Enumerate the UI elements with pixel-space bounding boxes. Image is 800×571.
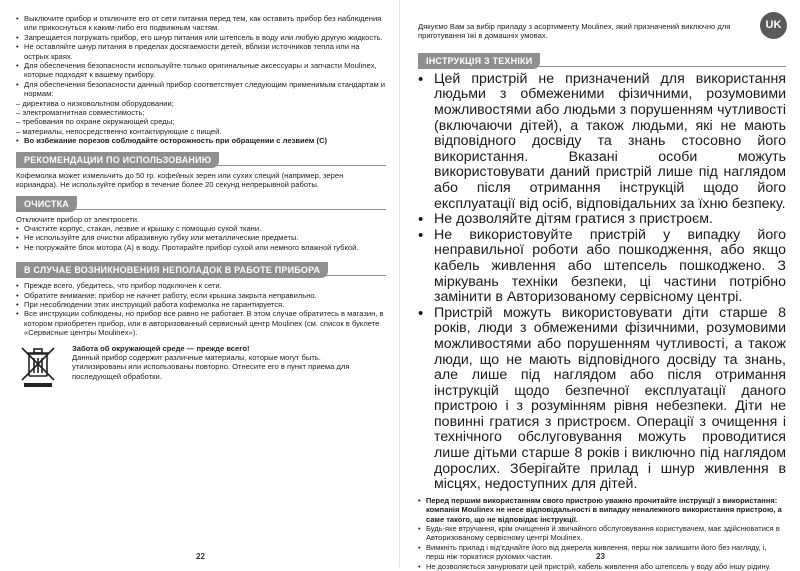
list-item: • Не дозволяйте дітям гратися з пристроєм. bbox=[418, 212, 786, 228]
list-item: – директива о низковольтном оборудовании; bbox=[16, 98, 174, 108]
list-item: – материалы, непосредственно контактирующие с пищей. bbox=[16, 126, 222, 136]
heading-text: ІНСТРУКЦІЯ З ТЕХНІКИ bbox=[418, 53, 540, 69]
list-item: • Выключите прибор и отключите его от сети питания перед тем, как оставить прибор без наблюдения или прикоснуться к каким-либо его подвижным частям. bbox=[16, 14, 386, 33]
cleaning-list bbox=[16, 224, 386, 252]
crossed-bin-icon bbox=[18, 344, 58, 388]
troubleshooting-list bbox=[16, 281, 386, 337]
list-item: • При несоблюдении этих инструкций работа кофемолка не гарантируется. bbox=[16, 300, 386, 309]
environment-line: Данный прибор содержит различные материалы, которые могут быть. bbox=[72, 352, 321, 362]
list-item: • Запрещается погружать прибор, его шнур питания или штепсель в воду или любую другую жидкость. bbox=[16, 33, 386, 42]
section-heading-troubleshooting bbox=[16, 262, 386, 276]
right-page bbox=[400, 0, 800, 571]
intro-text: Дякуємо Вам за вибір приладу з асортименту Moulinex, який призначений виключно для приготування їжі в домашніх умовах. bbox=[418, 22, 731, 41]
list-item: – электромагнитная совместимость; bbox=[16, 108, 145, 118]
section-heading-safety bbox=[418, 53, 786, 67]
environment-line: утилизированы или использованы повторно. Отнесите его в пункт приема для последующей обработки. bbox=[72, 362, 350, 381]
list-item: • Обратите внимание: прибор не начнет работу, если крышка закрыта неправильно. bbox=[16, 291, 386, 300]
list-item: • Все инструкции соблюдены, но прибор все равно не работает. В этом случае обратитесь в магазин, в котором приобретен прибор, или в авторизованный сервисный центр Moulinex (см. список в буклете «Сервисные центры Moulinex»). bbox=[16, 309, 386, 337]
cleaning-intro: Отключите прибор от электросети. bbox=[16, 214, 140, 224]
heading-text: РЕКОМЕНДАЦИИ ПО ИСПОЛЬЗОВАНИЮ bbox=[16, 152, 219, 168]
list-item: – требования по охране окружающей среды; bbox=[16, 117, 175, 127]
page-number: 23 bbox=[596, 552, 605, 561]
environment-section bbox=[16, 344, 386, 388]
list-item: • Не используйте для очистки абразивную губку или металлические предметы. bbox=[16, 233, 386, 242]
usage-text: Кофемолка может измельчить до 50 гр. кофейных зерен или сухих специй (например, зерен кориандра). Не используйте прибор в течение более 20 секунд непрерывной работы. bbox=[16, 170, 344, 190]
environment-text bbox=[72, 344, 384, 382]
blade-warning: Во избежание порезов соблюдайте осторожность при обращении с лезвием (C) bbox=[24, 136, 328, 146]
left-page bbox=[0, 0, 400, 567]
list-item: • Вимкніть прилад і від'єднайте його від джерела живлення, перш ніж залишити його без нагляду, і, перш ніж торкатися рухомих частин. bbox=[418, 543, 786, 562]
list-item: • Не використовуйте пристрій у випадку його неправильної роботи або пошкодження, або якщо кабель живлення або штепсель пошкоджено. З міркувань техніки безпеки, ці частини потрібно замінити в Авторизованому сервісному центрі. bbox=[418, 228, 786, 306]
safety-instructions-list bbox=[418, 72, 786, 493]
safety-list bbox=[16, 14, 386, 146]
section-heading-usage bbox=[16, 152, 386, 166]
page-number: 22 bbox=[196, 552, 205, 561]
list-item: • Для обеспечения безопасности используйте только оригинальные аксессуары и запчасти Moulinex, которые подходят к вашему прибору. bbox=[16, 61, 386, 80]
list-item: • Цей пристрій не призначений для використання людьми з обмеженими фізичними, розумовими можливостями або людьми з порушенням чутливості (включаючи дітей), а також людьми, які не мають відповідного досвіду та знань стосовно його використання. Вказані особи можуть використовувати даний пристрій лише під наглядом або після отримання інструкцій щодо його експлуатації від осіб, відповідальних за їхню безпеку. bbox=[418, 72, 786, 212]
list-item: • Для обеспечения безопасности данный прибор соответствует следующим применимым стандартам и нормам: bbox=[16, 80, 386, 99]
list-item: • Прежде всего, убедитесь, что прибор подключен к сети. bbox=[16, 281, 386, 290]
heading-text: В СЛУЧАЕ ВОЗНИКНОВЕНИЯ НЕПОЛАДОК В РАБОТЕ ПРИБОРА bbox=[16, 262, 328, 278]
list-item: • Не оставляйте шнур питания в пределах досягаемости детей, вблизи источников тепла или на острых краях. bbox=[16, 42, 386, 61]
list-item: • Пристрій можуть використовувати діти старше 8 років, люди з обмеженими фізичними, розумовими можливостями або порушенням чутливості, а також люди, що не мають відповідного досвіду та знань, але лише під наглядом або після отримання інструкцій щодо безпечної експлуатації даного пристрою і з розумінням рівня небезпеки. Діти не повинні гратися з пристроєм. Операції з очищення і технічного обслуговування можуть проводитися лише дітьми старше 8 років і виключно під наглядом дорослих. Зберігайте прилад і шнур живлення в місцях, недоступних для дітей. bbox=[418, 306, 786, 493]
list-item: • Не дозволяється занурювати цей пристрій, кабель живлення або штепсель у воду або іншу рідину. bbox=[418, 562, 786, 571]
list-item: • Очистите корпус, стакан, лезвие и крышку с помощью сухой ткани. bbox=[16, 224, 386, 233]
list-item: • Перед першим використанням свого пристрою уважно прочитайте інструкції з використання: компанія Moulinex не несе відповідальності в випадку неналежного використання пристрою, а саме такого, що не відповідає інструкції. bbox=[418, 496, 786, 524]
heading-text: ОЧИСТКА bbox=[16, 196, 77, 212]
list-item: • Не погружайте блок мотора (А) в воду. Протирайте прибор сухой или немного влажной губкой. bbox=[16, 243, 386, 252]
language-badge: UK bbox=[760, 12, 787, 39]
list-item: • Будь-яке втручання, крім очищення й звичайного обслуговування користувачем, має здійснюватися в Авторизованому сервісному центрі Moulinex. bbox=[418, 524, 786, 543]
list-item bbox=[16, 136, 386, 145]
environment-title: Забота об окружающей среде — прежде всего! bbox=[72, 343, 250, 353]
section-heading-cleaning bbox=[16, 196, 386, 210]
